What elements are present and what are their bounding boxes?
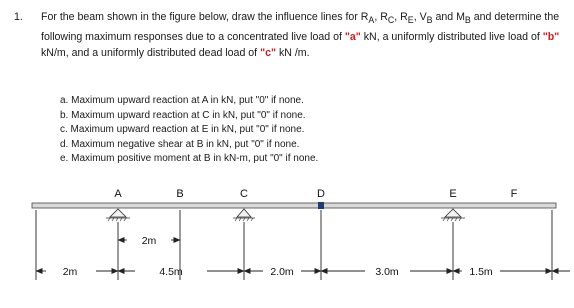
support-a: [106, 209, 130, 221]
question-item-c: c. Maximum upward reaction at E in kN, put "0" if none.: [60, 124, 305, 136]
label-point-b: B: [176, 188, 184, 200]
question-item-b: b. Maximum upward reaction at C in kN, put "0" if none.: [60, 109, 306, 121]
question-item-e: e. Maximum positive moment at B in kN-m, put "0" if none.: [60, 153, 319, 165]
question-item-d: d. Maximum negative shear at B in kN, put "0" if none.: [60, 138, 300, 150]
variable-b: "b": [542, 30, 560, 43]
dim-label-1: 2m: [62, 266, 78, 278]
beam: [32, 203, 556, 208]
variable-a: "a": [344, 30, 361, 43]
label-point-e: E: [449, 188, 457, 200]
dim-upper-ab: [118, 235, 180, 247]
label-point-d: D: [317, 188, 325, 200]
label-point-a: A: [114, 188, 122, 200]
support-c: [233, 209, 255, 221]
problem-number: 1.: [14, 11, 23, 23]
dim-label-2: 4.5m: [159, 266, 183, 278]
question-item-a: a. Maximum upward reaction at A in kN, put "0" if none.: [60, 95, 304, 106]
dim-label-5: 1.5m: [469, 266, 493, 278]
dim-label-4: 3.0m: [375, 266, 399, 278]
problem-text: For the beam shown in the figure below, draw the influence lines for $R_A$, $R_C$, $R_E$, $V_B$ and $M_B$ and determine the following maximum responses due to a concentrated live load of "a" kN, a uniformly distributed live load of "b" kN/m, and a uniformly distributed dead load of "c" kN /m.: [41, 11, 560, 59]
dim-label-3: 2.0m: [270, 266, 294, 278]
variable-c: "c": [260, 46, 276, 59]
label-point-f: F: [510, 188, 518, 200]
hinge-d: [318, 202, 324, 209]
label-point-c: C: [240, 188, 248, 200]
dim-lower: [36, 266, 570, 278]
support-e: [441, 209, 465, 221]
dim-label-upper: 2m: [141, 235, 157, 247]
